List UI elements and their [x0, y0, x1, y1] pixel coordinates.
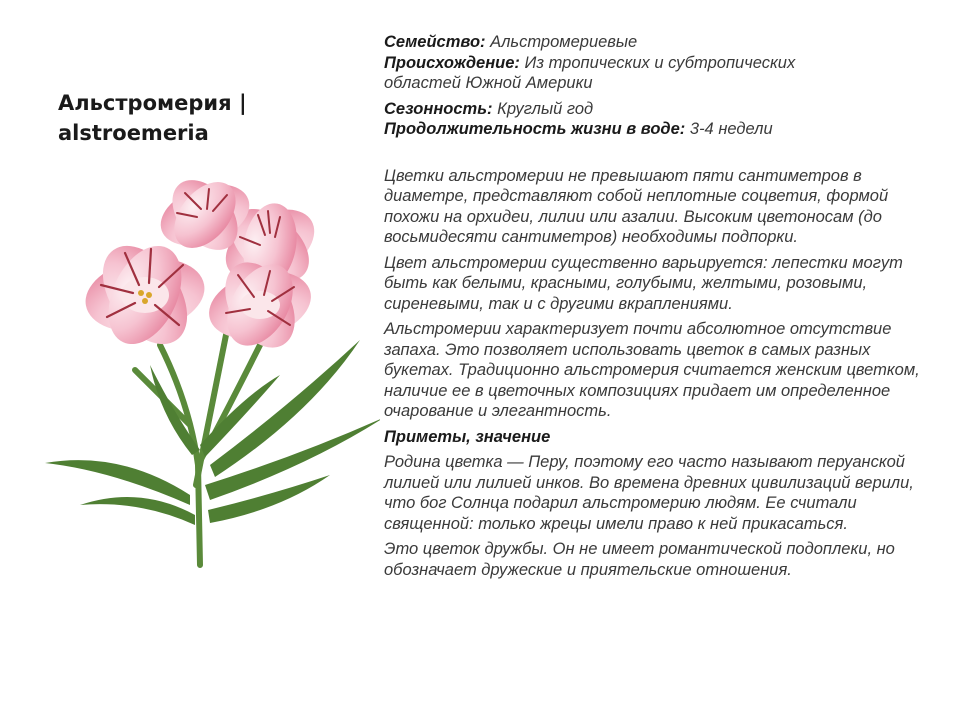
family-value: Альстромериевые — [490, 33, 638, 51]
life-row — [384, 119, 924, 140]
season-value: Круглый год — [497, 99, 594, 118]
season-label: Сезонность: — [384, 99, 493, 118]
paragraph-friendship: Это цветок дружбы. Он не имеет романтической подоплеки, но обозначает дружеские и приятельские отношения. — [384, 540, 895, 579]
paragraph-scent: Альстромерии характеризует почти абсолютное отсутствие запаха. Это позволяет использовать цветок в самых разных букетах. Традиционно альстромерия считается женским цветком, наличие ее в цветочных композициях придает им определенное очарование и элегантность. — [384, 320, 920, 420]
alstroemeria-flower-illustration — [40, 165, 380, 575]
family-label: Семейство: — [384, 33, 486, 51]
text-column — [384, 32, 924, 580]
origin-row — [384, 53, 924, 94]
season-row — [384, 99, 924, 120]
paragraph-origin-legend: Родина цветка — Перу, поэтому его часто называют перуанской лилией или лилией инков. Во времена древних цивилизаций верили, что бог Солнца подарил альстромерию людям. Ее считали священной: только жрецы имели право к ней прикасаться. — [384, 453, 914, 533]
main-stem — [160, 345, 200, 565]
origin-value-line2: областей Южной Америки — [384, 74, 593, 92]
slide-title — [58, 88, 318, 148]
paragraph-color: Цвет альстромерии существенно варьируется: лепестки могут быть как белыми, красными, голубыми, желтыми, розовыми, сиреневыми, так и с другими вкраплениями. — [384, 253, 903, 313]
info-block — [384, 32, 924, 140]
leaf-right-upper — [210, 340, 360, 477]
title-line-latin: alstroemeria — [58, 121, 209, 145]
origin-label: Происхождение: — [384, 53, 520, 72]
flower-front — [80, 230, 211, 359]
leaf-group — [45, 340, 380, 525]
family-row — [384, 32, 924, 53]
paragraph-description: Цветки альстромерии не превышают пяти сантиметров в диаметре, представляют собой неплотные соцветия, формой похожи на орхидеи, лилии или азалии. Высоким цветоносам (до восьмидесяти сантиметров) необходимы подпорки. — [384, 166, 889, 246]
origin-value-line1: Из тропических и субтропических — [524, 53, 796, 72]
title-line-russian: Альстромерия | — [58, 91, 247, 115]
section-heading: Приметы, значение — [384, 427, 551, 446]
leaf-left-lower — [80, 497, 195, 525]
life-value: 3-4 недели — [689, 120, 773, 138]
life-label: Продолжительность жизни в воде: — [384, 120, 686, 138]
